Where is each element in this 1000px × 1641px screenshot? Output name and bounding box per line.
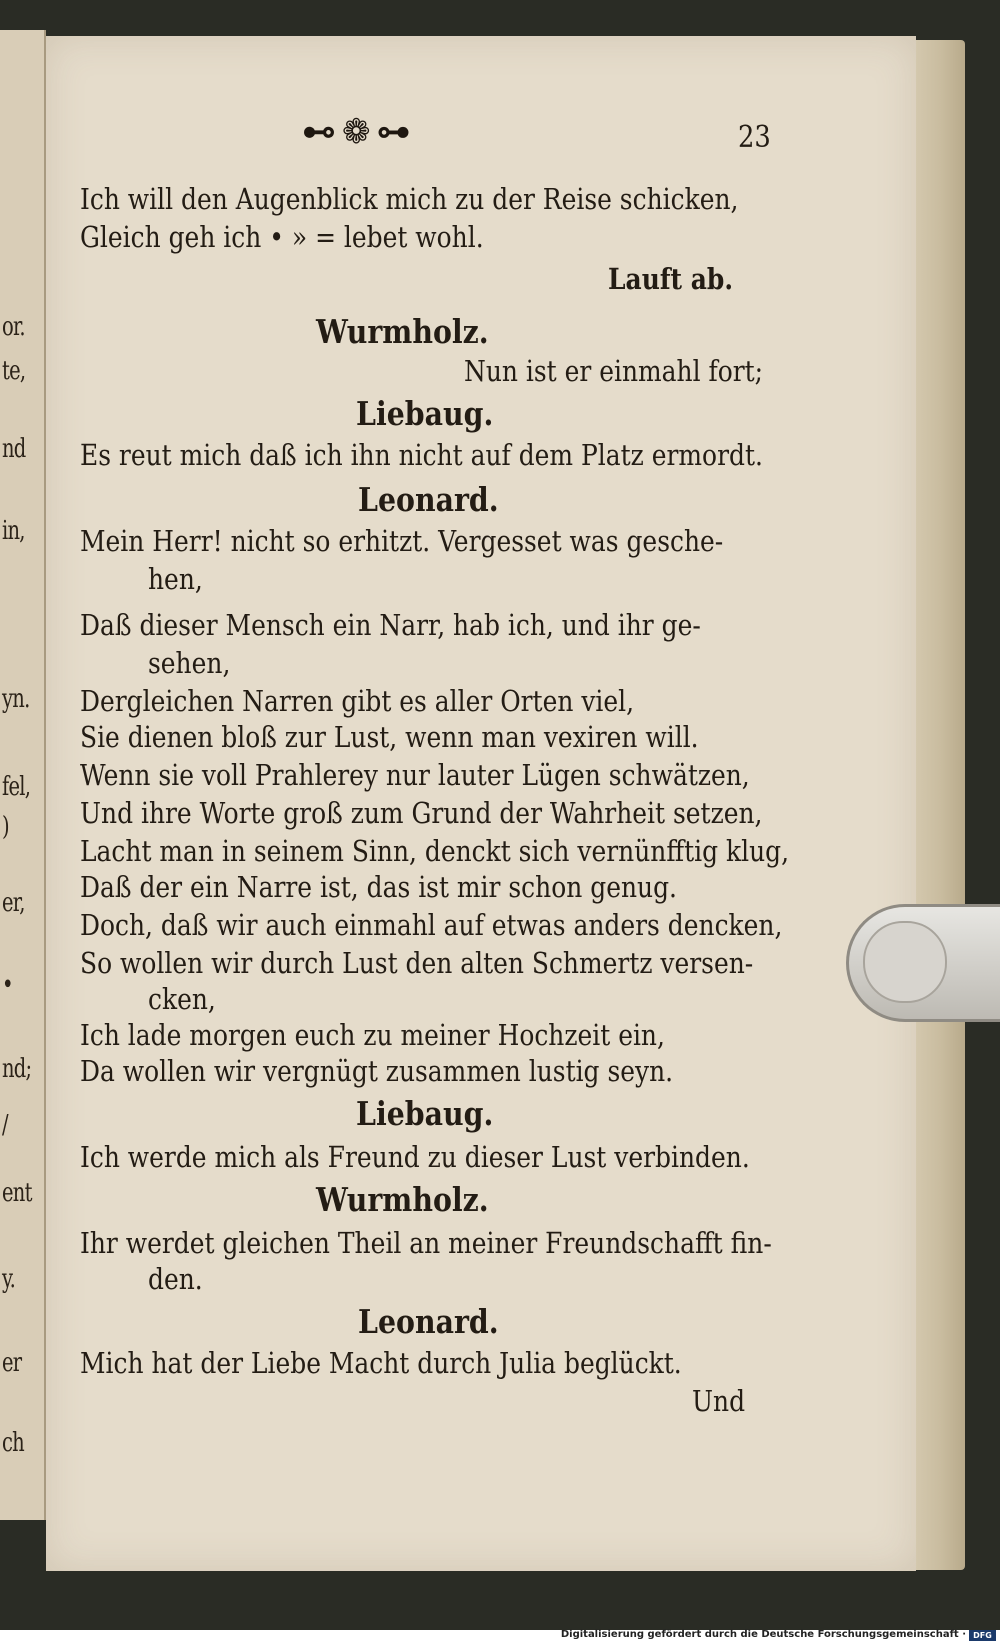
footer-bar <box>0 1630 1000 1641</box>
verse-line: Doch, daß wir auch einmahl auf etwas anders dencken, <box>80 908 783 942</box>
left-fragment: te, <box>2 356 26 386</box>
left-page-edge <box>0 30 46 1520</box>
verse-line: Gleich geh ich • » = lebet wohl. <box>80 220 484 254</box>
speaker-name: Liebaug. <box>356 394 494 433</box>
left-fragment: er <box>2 1348 22 1378</box>
page-number: 23 <box>738 120 771 155</box>
verse-line: hen, <box>148 562 203 596</box>
verse-line: Ich werde mich als Freund zu dieser Lust verbinden. <box>80 1140 750 1174</box>
speaker-name: Wurmholz. <box>316 1180 489 1219</box>
stage-direction: Lauft ab. <box>608 262 734 296</box>
left-fragment: or. <box>2 312 25 342</box>
verse-line: Mich hat der Liebe Macht durch Julia beglückt. <box>80 1346 682 1380</box>
left-fragment: y. <box>2 1264 16 1294</box>
verse-line: den. <box>148 1262 203 1296</box>
page-clamp-pad <box>863 921 947 1003</box>
left-fragment: ent <box>2 1178 32 1208</box>
verse-line: Nun ist er einmahl fort; <box>464 354 764 388</box>
footer-credit: Digitalisierung gefördert durch die Deutsche Forschungsgemeinschaft · <box>560 1629 966 1640</box>
left-fragment: fel, <box>2 772 31 802</box>
left-fragment: nd <box>2 434 26 464</box>
verse-line: Da wollen wir vergnügt zusammen lustig seyn. <box>80 1054 674 1088</box>
left-fragment: ) <box>2 812 9 842</box>
left-fragment: • <box>2 970 13 1000</box>
dfg-logo: DFG <box>969 1630 996 1641</box>
verse-line: Lacht man in seinem Sinn, denckt sich vernünfftig klug, <box>80 834 790 868</box>
left-fragment: ch <box>2 1428 24 1458</box>
verse-line: Daß dieser Mensch ein Narr, hab ich, und ihr ge- <box>80 608 701 642</box>
header-ornament: ⊷❁⊶ <box>302 112 417 152</box>
verse-line: cken, <box>148 982 216 1016</box>
verse-line: Daß der ein Narre ist, das ist mir schon genug. <box>80 870 677 904</box>
verse-line: So wollen wir durch Lust den alten Schmertz versen- <box>80 946 754 980</box>
left-fragment: / <box>2 1110 8 1140</box>
catchword: Und <box>692 1384 746 1418</box>
verse-line: sehen, <box>148 646 231 680</box>
speaker-name: Liebaug. <box>356 1094 494 1133</box>
left-fragment: nd; <box>2 1054 32 1084</box>
verse-line: Ihr werdet gleichen Theil an meiner Freundschafft fin- <box>80 1226 772 1260</box>
speaker-name: Leonard. <box>358 480 499 519</box>
verse-line: Es reut mich daß ich ihn nicht auf dem Platz ermordt. <box>80 438 763 472</box>
verse-line: Und ihre Worte groß zum Grund der Wahrheit setzen, <box>80 796 763 830</box>
verse-line: Ich will den Augenblick mich zu der Reise schicken, <box>80 182 739 216</box>
verse-line: Sie dienen bloß zur Lust, wenn man vexiren will. <box>80 720 699 754</box>
verse-line: Dergleichen Narren gibt es aller Orten viel, <box>80 684 635 718</box>
speaker-name: Leonard. <box>358 1302 499 1341</box>
verse-line: Wenn sie voll Prahlerey nur lauter Lügen schwätzen, <box>80 758 750 792</box>
verse-line: Ich lade morgen euch zu meiner Hochzeit ein, <box>80 1018 665 1052</box>
page-clamp <box>846 904 1000 1022</box>
left-fragment: yn. <box>2 684 30 714</box>
verse-line: Mein Herr! nicht so erhitzt. Vergesset was gesche- <box>80 524 724 558</box>
left-fragment: in, <box>2 516 25 546</box>
speaker-name: Wurmholz. <box>316 312 489 351</box>
left-fragment: er, <box>2 888 25 918</box>
